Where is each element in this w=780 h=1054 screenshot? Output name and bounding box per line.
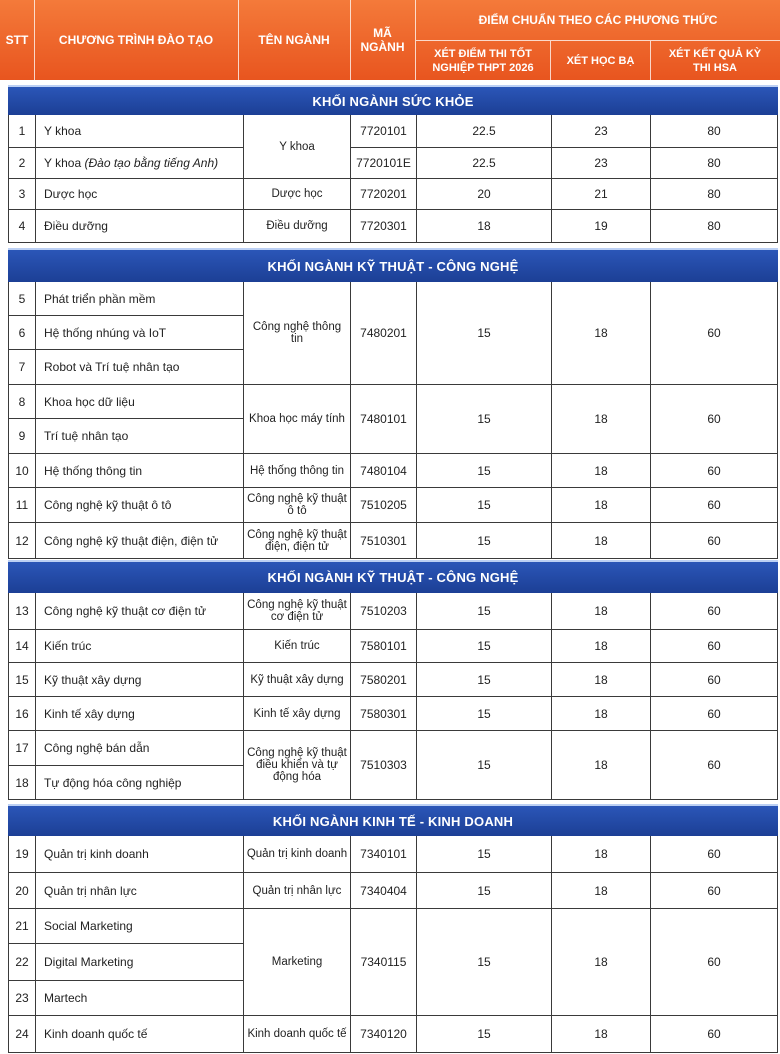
cell-major-name: Công nghệ kỹ thuật cơ điện tử	[244, 593, 351, 630]
cell-hsa: 60	[651, 663, 778, 697]
row-stt: 16	[8, 697, 36, 731]
cell-thpt: 15	[417, 630, 552, 663]
cell-hocba: 18	[552, 663, 651, 697]
program-name: Y khoa	[44, 156, 85, 170]
row-stt: 19	[8, 836, 36, 873]
row-stt: 13	[8, 593, 36, 630]
cell-hocba: 23	[552, 115, 651, 148]
cell-hsa: 80	[651, 210, 778, 243]
section-rows	[8, 115, 778, 243]
cell-hsa: 60	[651, 1016, 778, 1053]
cell-hocba: 18	[552, 697, 651, 731]
cell-hocba: 18	[552, 630, 651, 663]
cell-major-name: Khoa học máy tính	[244, 385, 351, 454]
cell-hocba: 18	[552, 385, 651, 454]
program-name: Điều dưỡng	[44, 219, 108, 233]
cell-hsa: 60	[651, 454, 778, 488]
cell-hocba: 18	[552, 731, 651, 800]
cell-major-name: Công nghệ thông tin	[244, 282, 351, 385]
header-major-code: MÃ NGÀNH	[350, 0, 416, 80]
row-stt: 5	[8, 282, 36, 316]
cell-thpt: 15	[417, 731, 552, 800]
table-header	[0, 0, 780, 80]
cell-major-name: Kinh doanh quốc tế	[244, 1016, 351, 1053]
section-rows	[8, 836, 778, 1053]
row-program	[36, 488, 244, 523]
row-program	[36, 385, 244, 419]
program-name: Kỹ thuật xây dựng	[44, 672, 142, 687]
cell-thpt: 15	[417, 1016, 552, 1053]
header-program: CHƯƠNG TRÌNH ĐÀO TẠO	[34, 0, 239, 80]
cell-thpt: 18	[417, 210, 552, 243]
cell-thpt: 15	[417, 873, 552, 909]
cell-hsa: 60	[651, 697, 778, 731]
cell-major-name: Kinh tế xây dựng	[244, 697, 351, 731]
header-method-hocba: XÉT HỌC BẠ	[551, 41, 651, 80]
row-stt: 11	[8, 488, 36, 523]
cell-hocba: 19	[552, 210, 651, 243]
program-name: Kinh doanh quốc tế	[44, 1027, 148, 1041]
cell-thpt: 22.5	[417, 148, 552, 179]
header-major-name: TÊN NGÀNH	[238, 0, 351, 80]
cell-hocba: 18	[552, 523, 651, 559]
row-program	[36, 523, 244, 559]
cell-code: 7720201	[351, 179, 417, 210]
row-program	[36, 944, 244, 981]
program-name: Tự động hóa công nghiệp	[44, 775, 182, 790]
program-name: Dược học	[44, 187, 98, 201]
row-stt: 2	[8, 148, 36, 179]
program-name: Công nghệ kỹ thuật ô tô	[44, 498, 172, 512]
cell-code: 7720101E	[351, 148, 417, 179]
row-program	[36, 115, 244, 148]
cell-thpt: 15	[417, 697, 552, 731]
cell-major-name: Dược học	[244, 179, 351, 210]
cell-code: 7510301	[351, 523, 417, 559]
row-program	[36, 630, 244, 663]
row-stt: 21	[8, 909, 36, 944]
cell-major-name: Công nghệ kỹ thuật ô tô	[244, 488, 351, 523]
row-stt: 18	[8, 766, 36, 800]
row-stt: 10	[8, 454, 36, 488]
program-name: Công nghệ kỹ thuật điện, điện tử	[44, 533, 219, 548]
cell-hocba: 18	[552, 873, 651, 909]
row-stt: 15	[8, 663, 36, 697]
row-stt: 20	[8, 873, 36, 909]
cell-thpt: 15	[417, 488, 552, 523]
cell-hocba: 18	[552, 1016, 651, 1053]
cell-code: 7580201	[351, 663, 417, 697]
program-name: Kiến trúc	[44, 639, 92, 653]
section-rows	[8, 593, 778, 800]
section-header: KHỐI NGÀNH KỸ THUẬT - CÔNG NGHỆ	[8, 560, 778, 593]
cell-code: 7720301	[351, 210, 417, 243]
row-stt: 12	[8, 523, 36, 559]
row-stt: 7	[8, 350, 36, 385]
cell-code: 7340120	[351, 1016, 417, 1053]
cell-hsa: 60	[651, 385, 778, 454]
cell-major-name: Hệ thống thông tin	[244, 454, 351, 488]
program-name: Kinh tế xây dựng	[44, 706, 135, 721]
section-header: KHỐI NGÀNH KINH TẾ - KINH DOANH	[8, 804, 778, 836]
cell-major-name: Công nghệ kỹ thuật điều khiển và tự động hóa	[244, 731, 351, 800]
row-stt: 24	[8, 1016, 36, 1053]
cell-hsa: 60	[651, 836, 778, 873]
row-stt: 9	[8, 419, 36, 454]
row-stt: 6	[8, 316, 36, 350]
cell-thpt: 20	[417, 179, 552, 210]
row-stt: 14	[8, 630, 36, 663]
row-program	[36, 663, 244, 697]
program-name: Martech	[44, 991, 88, 1005]
program-name: Công nghệ kỹ thuật cơ điện tử	[44, 604, 206, 618]
header-stt: STT	[0, 0, 35, 80]
row-program	[36, 148, 244, 179]
program-name: Hệ thống thông tin	[44, 463, 143, 478]
row-program	[36, 731, 244, 766]
cell-hocba: 23	[552, 148, 651, 179]
cell-major-name: Kiến trúc	[244, 630, 351, 663]
row-stt: 3	[8, 179, 36, 210]
cell-code: 7480104	[351, 454, 417, 488]
header-method-thpt: XÉT ĐIỂM THI TỐT NGHIỆP THPT 2026	[416, 41, 551, 80]
row-program	[36, 909, 244, 944]
cell-hsa: 60	[651, 523, 778, 559]
cell-hocba: 21	[552, 179, 651, 210]
row-program	[36, 697, 244, 731]
row-stt: 22	[8, 944, 36, 981]
cell-hsa: 60	[651, 630, 778, 663]
cell-major-name: Y khoa	[244, 115, 351, 179]
cell-code: 7510303	[351, 731, 417, 800]
row-program	[36, 836, 244, 873]
cell-major-name: Marketing	[244, 909, 351, 1016]
program-note: (Đào tạo bằng tiếng Anh)	[84, 156, 219, 170]
row-stt: 17	[8, 731, 36, 766]
cell-hocba: 18	[552, 488, 651, 523]
section-header: KHỐI NGÀNH KỸ THUẬT - CÔNG NGHỆ	[8, 248, 778, 282]
cell-thpt: 15	[417, 282, 552, 385]
cell-thpt: 15	[417, 663, 552, 697]
program-name: Digital Marketing	[44, 955, 134, 969]
row-stt: 4	[8, 210, 36, 243]
cell-code: 7580101	[351, 630, 417, 663]
cell-code: 7720101	[351, 115, 417, 148]
cell-code: 7510203	[351, 593, 417, 630]
cell-major-name: Quản trị nhân lực	[244, 873, 351, 909]
cell-hocba: 18	[552, 282, 651, 385]
cell-major-name: Kỹ thuật xây dựng	[244, 663, 351, 697]
program-name: Hệ thống nhúng và IoT	[44, 325, 167, 340]
cell-thpt: 15	[417, 593, 552, 630]
program-name: Social Marketing	[44, 919, 133, 933]
cell-code: 7480101	[351, 385, 417, 454]
cell-hsa: 60	[651, 731, 778, 800]
row-program	[36, 350, 244, 385]
row-program	[36, 419, 244, 454]
row-program	[36, 179, 244, 210]
cell-hsa: 60	[651, 873, 778, 909]
row-stt: 1	[8, 115, 36, 148]
cell-thpt: 15	[417, 385, 552, 454]
program-name: Y khoa	[44, 124, 82, 138]
cell-major-name: Công nghệ kỹ thuật điện, điện tử	[244, 523, 351, 559]
cell-thpt: 22.5	[417, 115, 552, 148]
row-program	[36, 873, 244, 909]
row-program	[36, 1016, 244, 1053]
cell-code: 7340101	[351, 836, 417, 873]
program-name: Robot và Trí tuệ nhân tạo	[44, 360, 180, 374]
row-program	[36, 454, 244, 488]
row-program	[36, 282, 244, 316]
cell-major-name: Điều dưỡng	[244, 210, 351, 243]
program-name: Công nghệ bán dẫn	[44, 741, 150, 755]
cell-code: 7340115	[351, 909, 417, 1016]
row-stt: 8	[8, 385, 36, 419]
cell-hocba: 18	[552, 836, 651, 873]
cell-code: 7480201	[351, 282, 417, 385]
cell-thpt: 15	[417, 836, 552, 873]
header-method-hsa: XÉT KẾT QUẢ KỲ THI HSA	[668, 47, 762, 74]
header-scores-title: ĐIỂM CHUẨN THEO CÁC PHƯƠNG THỨC	[478, 13, 718, 27]
program-name: Quản trị kinh doanh	[44, 847, 149, 861]
row-program	[36, 316, 244, 350]
section-header: KHỐI NGÀNH SỨC KHỎE	[8, 85, 778, 115]
cell-hocba: 18	[552, 909, 651, 1016]
row-program	[36, 981, 244, 1016]
cell-code: 7510205	[351, 488, 417, 523]
cell-hsa: 80	[651, 115, 778, 148]
cell-thpt: 15	[417, 909, 552, 1016]
cell-hsa: 60	[651, 488, 778, 523]
row-program	[36, 210, 244, 243]
cell-major-name: Quản trị kinh doanh	[244, 836, 351, 873]
program-name: Khoa học dữ liệu	[44, 394, 135, 409]
cell-hsa: 60	[651, 909, 778, 1016]
cell-code: 7340404	[351, 873, 417, 909]
program-name: Phát triển phần mềm	[44, 291, 156, 306]
program-name: Trí tuệ nhân tạo	[44, 429, 129, 443]
cell-hsa: 80	[651, 179, 778, 210]
cell-hsa: 60	[651, 282, 778, 385]
cell-thpt: 15	[417, 523, 552, 559]
row-program	[36, 766, 244, 800]
cell-hsa: 60	[651, 593, 778, 630]
row-program	[36, 593, 244, 630]
cell-hocba: 18	[552, 454, 651, 488]
cell-hsa: 80	[651, 148, 778, 179]
row-stt: 23	[8, 981, 36, 1016]
section-rows	[8, 282, 778, 559]
cell-thpt: 15	[417, 454, 552, 488]
program-name: Quản trị nhân lực	[44, 883, 137, 898]
cell-code: 7580301	[351, 697, 417, 731]
cell-hocba: 18	[552, 593, 651, 630]
